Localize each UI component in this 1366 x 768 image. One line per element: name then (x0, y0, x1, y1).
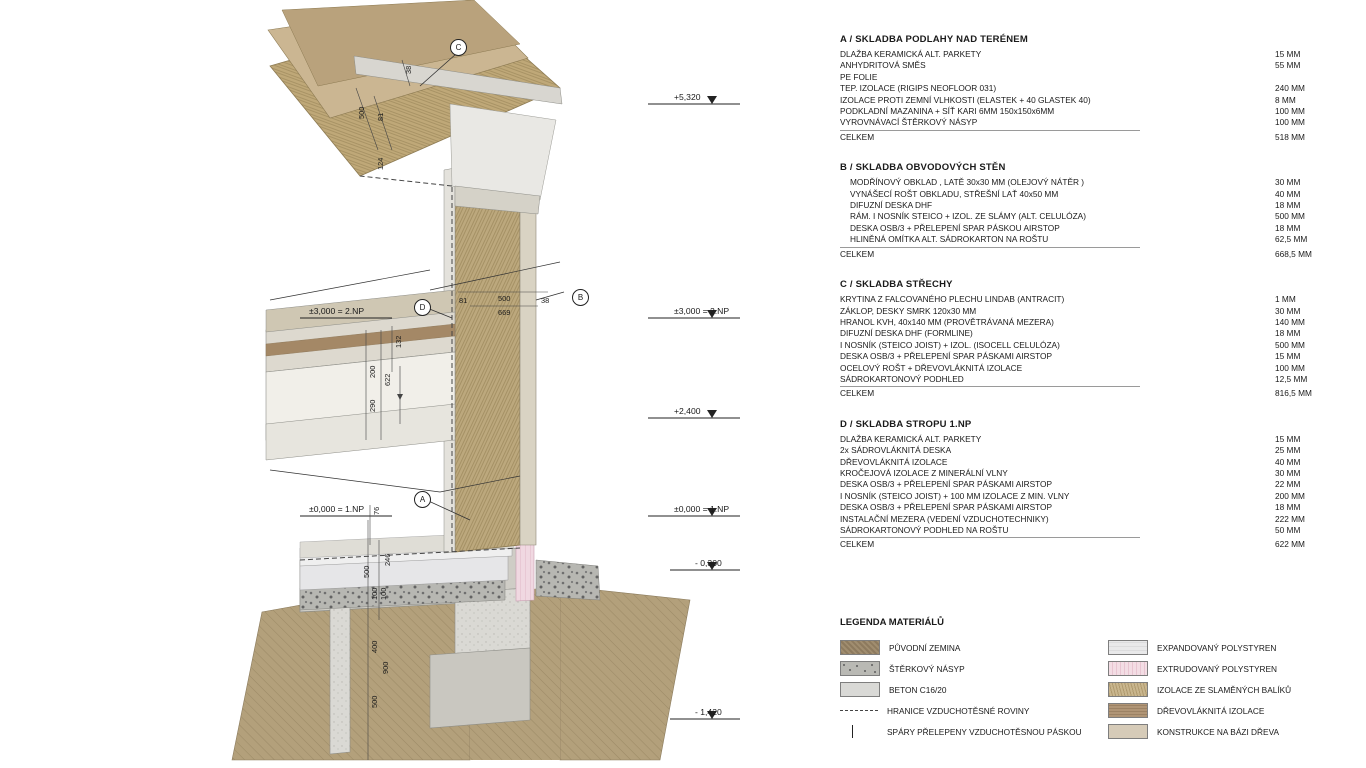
spec-row (840, 514, 1345, 525)
spec-name: ANHYDRITOVÁ SMĚS (840, 60, 926, 71)
spec-row (840, 200, 1345, 211)
spec-value: 18 MM (1275, 200, 1301, 211)
materials-legend (840, 617, 1350, 742)
legend-label: BETON C16/20 (889, 684, 947, 695)
spec-value: 500 MM (1275, 211, 1305, 222)
spec-row (840, 434, 1345, 445)
legend-label: HRANICE VZDUCHOTĚSNÉ ROVINY (887, 705, 1030, 716)
swatch-xps-icon (1108, 661, 1148, 676)
spec-name: SÁDROKARTONOVÝ PODHLED (840, 373, 964, 384)
spec-row (840, 223, 1345, 234)
spec-name: KRYTINA Z FALCOVANÉHO PLECHU LINDAB (ANTRACIT) (840, 294, 1065, 305)
spec-row (840, 457, 1345, 468)
dimension-text: 290 (368, 399, 377, 412)
spec-row-total (840, 388, 1345, 399)
spec-value: 500 MM (1275, 339, 1305, 350)
spec-row (840, 177, 1345, 188)
composition-specifications (840, 34, 1345, 570)
roof-eaves-box (450, 104, 556, 200)
spec-row (840, 468, 1345, 479)
dimension-text: 500 (498, 294, 511, 303)
spec-name: OCELOVÝ ROŠT + DŘEVOVLÁKNITÁ IZOLACE (840, 362, 1023, 373)
spec-value: 18 MM (1275, 502, 1301, 513)
spec-row (840, 374, 1345, 385)
legend-label: IZOLACE ZE SLAMĚNÝCH BALÍKŮ (1157, 684, 1292, 695)
spec-name: PODKLADNÍ MAZANINA + SÍŤ KARI 6MM 150x150x6MM (840, 106, 1055, 117)
dimension-text: 81 (376, 112, 385, 121)
spec-name: RÁM. I NOSNÍK STEICO + IZOL. ZE SLÁMY (ALT. CELULÓZA) (850, 211, 1086, 222)
spec-value: 18 MM (1275, 328, 1301, 339)
dashed-line-icon (840, 704, 878, 717)
airtight-line-roof (360, 176, 452, 186)
elevation-label-minus-1420: - 1,420 (695, 707, 722, 717)
foundation-wall-a (330, 598, 350, 754)
spec-name: TEP. IZOLACE (RIGIPS NEOFLOOR 031) (840, 83, 997, 94)
spec-group-d (840, 419, 1345, 551)
legend-label: SPÁRY PŘELEPENY VZDUCHOTĚSNOU PÁSKOU (887, 726, 1082, 737)
elevation-label-3000: ±3,000 = 2.NP (674, 306, 730, 316)
dimension-text: 81 (459, 296, 468, 305)
spec-row (840, 306, 1345, 317)
spec-name: CELKEM (840, 539, 875, 550)
spec-value: 25 MM (1275, 445, 1301, 456)
dimension-text: 76 (372, 506, 381, 515)
spec-divider (840, 537, 1140, 538)
spec-name: DIFUZNÍ DESKA DHF (850, 200, 933, 211)
spec-name: MODŘÍNOVÝ OBKLAD , LATĚ 30x30 MM (OLEJOVÝ NÁTĚR ) (850, 177, 1085, 188)
spec-name: PE FOLIE (840, 71, 878, 82)
spec-row (840, 491, 1345, 502)
legend-item (840, 637, 1082, 658)
legend-item (1108, 637, 1350, 658)
spec-divider (840, 130, 1140, 131)
spec-row (840, 211, 1345, 222)
spec-row (840, 83, 1345, 94)
spec-title-c: C / SKLADBA STŘECHY (840, 279, 953, 291)
spec-row (840, 502, 1345, 513)
spec-name: INSTALAČNÍ MEZERA (VEDENÍ VZDUCHOTECHNIKY) (840, 513, 1049, 524)
spec-row-total (840, 132, 1345, 143)
spec-name: VYNÁŠECÍ ROŠT OBKLADU, STŘEŠNÍ LAŤ 40x50 MM (850, 188, 1059, 199)
dimension-text: 100 (370, 587, 379, 600)
dimension-text: 669 (498, 308, 511, 317)
dimension-text: 500 (362, 565, 371, 578)
swatch-soil-icon (840, 640, 880, 655)
spec-name: 2x SÁDROVLÁKNITÁ DESKA (840, 445, 952, 456)
spec-name: DLAŽBA KERAMICKÁ ALT. PARKETY (840, 49, 982, 59)
legend-label: ŠTĚRKOVÝ NÁSYP (889, 663, 965, 674)
legend-item (1108, 679, 1350, 700)
spec-value: 12,5 MM (1275, 373, 1308, 384)
spec-name: KROČEJOVÁ IZOLACE Z MINERÁLNÍ VLNY (840, 467, 1008, 478)
dimension-text: 100 (379, 587, 388, 600)
legend-item (840, 658, 1082, 679)
legend-item (1108, 721, 1350, 742)
spec-row (840, 95, 1345, 106)
spec-value: 100 MM (1275, 117, 1305, 128)
spec-row (840, 340, 1345, 351)
spec-value: 622 MM (1275, 539, 1305, 550)
spec-value: 40 MM (1275, 456, 1301, 467)
spec-name: VYROVNÁVACÍ ŠTĚRKOVÝ NÁSYP (840, 117, 978, 128)
spec-row (840, 328, 1345, 339)
spec-value: 100 MM (1275, 362, 1305, 373)
spec-name: DESKA OSB/3 + PŘELEPENÍ SPAR PÁSKOU AIRSTOP (850, 222, 1060, 233)
spec-row (840, 363, 1345, 374)
legend-label: EXPANDOVANÝ POLYSTYREN (1157, 642, 1277, 653)
elevation-label-minus-0300: - 0,300 (695, 558, 722, 568)
spec-title-d: D / SKLADBA STROPU 1.NP (840, 418, 972, 430)
spec-divider (840, 247, 1140, 248)
elevation-label-left-3000: ±3,000 = 2.NP (309, 306, 365, 316)
swatch-concrete-icon (840, 682, 880, 697)
gravel-right (536, 560, 600, 600)
spec-value: 100 MM (1275, 106, 1305, 117)
spec-row (840, 117, 1345, 128)
dimension-text: 38 (541, 296, 550, 305)
spec-value: 15 MM (1275, 49, 1301, 59)
dimension-text: 124 (376, 157, 385, 170)
legend-label: EXTRUDOVANÝ POLYSTYREN (1157, 663, 1278, 674)
spec-value: 62,5 MM (1275, 234, 1308, 245)
elevation-label-0000: ±0,000 = 1.NP (674, 504, 730, 514)
spec-value: 222 MM (1275, 513, 1305, 524)
dimension-text: 38 (404, 65, 413, 74)
spec-value: 30 MM (1275, 177, 1301, 188)
spec-name: DESKA OSB/3 + PŘELEPENÍ SPAR PÁSKAMI AIRSTOP (840, 351, 1053, 362)
spec-value: 22 MM (1275, 479, 1301, 490)
dimension-text: 622 (383, 373, 392, 386)
swatch-timber-icon (1108, 724, 1148, 739)
swatch-eps-icon (1108, 640, 1148, 655)
spec-value: 50 MM (1275, 525, 1301, 535)
legend-label: KONSTRUKCE NA BÁZI DŘEVA (1157, 726, 1280, 737)
spec-row (840, 479, 1345, 490)
spec-title-b: B / SKLADBA OBVODOVÝCH STĚN (840, 162, 1006, 174)
spec-group-c (840, 279, 1345, 400)
foundation-base (430, 648, 530, 728)
legend-item (840, 700, 1082, 721)
spec-group-a (840, 34, 1345, 143)
dimension-text: 132 (394, 335, 403, 348)
elevation-label-left-0000: ±0,000 = 1.NP (309, 504, 365, 514)
spec-value: 200 MM (1275, 490, 1305, 501)
spec-row (840, 189, 1345, 200)
legend-item (1108, 700, 1350, 721)
spec-row-total (840, 249, 1345, 260)
spec-name: DIFUZNÍ DESKA DHF (FORMLINE) (840, 328, 973, 339)
swatch-straw-icon (1108, 682, 1148, 697)
spec-group-b (840, 162, 1345, 260)
dimension-text: 200 (368, 365, 377, 378)
spec-value: 30 MM (1275, 305, 1301, 316)
dimension-text: 500 (370, 695, 379, 708)
legend-column-right (1108, 637, 1350, 742)
spec-name: ZÁKLOP, DESKY SMRK 120x30 MM (840, 305, 977, 316)
dimension-text: 900 (381, 661, 390, 674)
legend-item (840, 679, 1082, 700)
spec-value: 55 MM (1275, 60, 1301, 71)
spec-row (840, 60, 1345, 71)
spec-row (840, 445, 1345, 456)
legend-item (1108, 658, 1350, 679)
spec-row (840, 234, 1345, 245)
dimension-text: 400 (370, 640, 379, 653)
legend-label: DŘEVOVLÁKNITÁ IZOLACE (1157, 705, 1265, 716)
spec-value: 30 MM (1275, 467, 1301, 478)
spec-title-a: A / SKLADBA PODLAHY NAD TERÉNEM (840, 34, 1028, 45)
spec-value: 816,5 MM (1275, 388, 1312, 399)
legend-title: LEGENDA MATERIÁLŮ (840, 617, 944, 628)
spec-name: SÁDROKARTONOVÝ PODHLED NA ROŠTU (840, 525, 1009, 535)
spec-name: DŘEVOVLÁKNITÁ IZOLACE (840, 456, 948, 467)
elevation-label-2400: +2,400 (674, 406, 701, 416)
break-line-3 (270, 470, 440, 492)
spec-row (840, 49, 1345, 60)
dimension-text: 246 (383, 553, 392, 566)
soil-right (560, 586, 690, 760)
spec-name: IZOLACE PROTI ZEMNÍ VLHKOSTI (ELASTEK + 40 GLASTEK 40) (840, 94, 1091, 105)
spec-row (840, 106, 1345, 117)
detail-marker-b: B (572, 289, 589, 306)
spec-name: DLAŽBA KERAMICKÁ ALT. PARKETY (840, 433, 982, 444)
spec-value: 668,5 MM (1275, 248, 1312, 259)
elevation-label-5320: +5,320 (674, 92, 701, 102)
spec-name: I NOSNÍK (STEICO JOIST) + IZOL. (ISOCELL CELULÓZA) (840, 339, 1060, 350)
spec-divider (840, 386, 1140, 387)
spec-value (1275, 72, 1345, 83)
legend-column-left (840, 637, 1082, 742)
detail-marker-c: C (450, 39, 467, 56)
detail-marker-d: D (414, 299, 431, 316)
spec-value: 240 MM (1275, 83, 1305, 94)
spec-name: CELKEM (840, 248, 875, 259)
spec-row (840, 351, 1345, 362)
spec-name: DESKA OSB/3 + PŘELEPENÍ SPAR PÁSKAMI AIRSTOP (840, 479, 1053, 490)
spec-value: 18 MM (1275, 222, 1301, 233)
spec-value: 140 MM (1275, 316, 1305, 327)
legend-label: PŮVODNÍ ZEMINA (889, 642, 961, 653)
spec-value: 1 MM (1275, 294, 1296, 305)
spec-row-total (840, 539, 1345, 550)
swatch-woodfibre-icon (1108, 703, 1148, 718)
spec-value: 15 MM (1275, 351, 1301, 362)
tape-joint-icon (840, 725, 878, 738)
spec-name: CELKEM (840, 388, 875, 399)
spec-name: DESKA OSB/3 + PŘELEPENÍ SPAR PÁSKAMI AIRSTOP (840, 502, 1053, 513)
spec-row (840, 525, 1345, 536)
dimension-text: 500 (357, 106, 366, 119)
detail-marker-a: A (414, 491, 431, 508)
spec-value: 15 MM (1275, 433, 1301, 444)
spec-name: HRANOL KVH, 40x140 MM (PROVĚTRÁVANÁ MEZERA) (840, 316, 1054, 327)
legend-item (840, 721, 1082, 742)
spec-name: I NOSNÍK (STEICO JOIST) + 100 MM IZOLACE Z MIN. VLNY (840, 490, 1070, 501)
spec-value: 40 MM (1275, 188, 1301, 199)
spec-name: CELKEM (840, 131, 875, 142)
spec-value: 518 MM (1275, 131, 1305, 142)
spec-name: HLINĚNÁ OMÍTKA ALT. SÁDROKARTON NA ROŠTU (850, 234, 1049, 245)
spec-row (840, 294, 1345, 305)
spec-row (840, 72, 1345, 83)
swatch-gravel-icon (840, 661, 880, 676)
spec-row (840, 317, 1345, 328)
spec-value: 8 MM (1275, 94, 1296, 105)
